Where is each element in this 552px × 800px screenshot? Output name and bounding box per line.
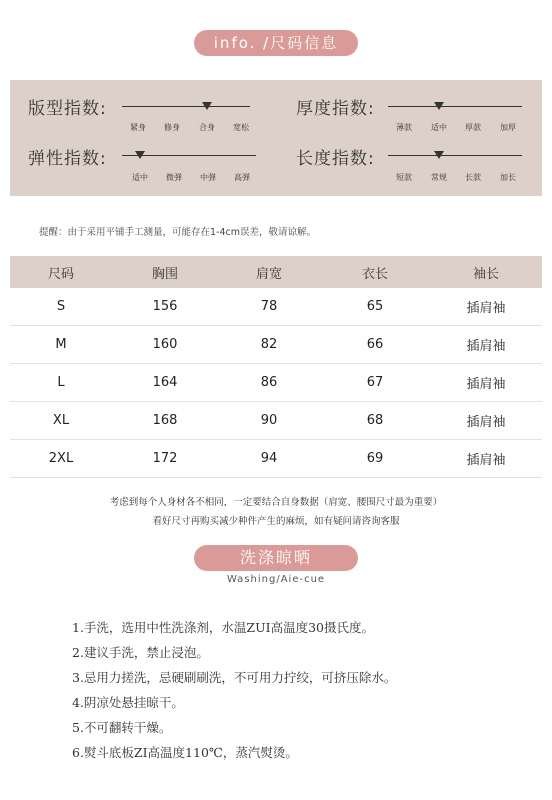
list-item: 5.不可翻转干燥。 bbox=[72, 720, 172, 735]
thickness-tick-2: 适中 bbox=[431, 123, 447, 132]
list-item: 4.阴凉处悬挂晾干。 bbox=[72, 695, 184, 710]
table-row bbox=[10, 364, 542, 402]
size-remark-line-1: 考虑到每个人身材各不相同，一定要结合自身数据（肩宽、腰围尺寸最为重要） bbox=[109, 497, 443, 508]
header-sleeve: 袖长 bbox=[472, 266, 499, 282]
length-tick-2: 常规 bbox=[431, 173, 447, 182]
length-index-track bbox=[388, 155, 522, 156]
elasticity-tick-3: 中弹 bbox=[200, 173, 216, 182]
list-item: 2.建议手洗，禁止浸泡。 bbox=[72, 645, 209, 660]
cell-chest: 168 bbox=[152, 413, 178, 428]
length-tick-1: 短款 bbox=[396, 173, 412, 182]
thickness-index-marker bbox=[434, 102, 444, 110]
header-length: 衣长 bbox=[361, 266, 388, 282]
list-item: 6.熨斗底板ZI高温度110℃，蒸汽熨烫。 bbox=[72, 745, 298, 760]
elasticity-tick-1: 适中 bbox=[132, 173, 148, 182]
thickness-tick-1: 薄款 bbox=[396, 123, 412, 132]
elasticity-index-label: 弹性指数: bbox=[28, 149, 107, 169]
fit-index-marker bbox=[202, 102, 212, 110]
table-row bbox=[10, 440, 542, 478]
length-index-label: 长度指数: bbox=[296, 149, 375, 169]
cell-chest: 164 bbox=[152, 375, 178, 390]
washing-instructions bbox=[72, 618, 396, 768]
thickness-index-track bbox=[388, 106, 522, 107]
cell-shoulder: 90 bbox=[260, 413, 278, 428]
length-tick-4: 加长 bbox=[500, 173, 516, 182]
measurement-note: 提醒：由于采用平铺手工测量，可能存在1-4cm误差，敬请谅解。 bbox=[39, 227, 316, 238]
elasticity-tick-2: 微弹 bbox=[166, 173, 182, 182]
fit-tick-3: 合身 bbox=[199, 123, 215, 132]
size-remark-line-2: 看好尺寸再购买减少种件产生的麻烦，如有疑问请咨询客服 bbox=[152, 516, 400, 527]
fit-index-panel bbox=[10, 80, 542, 196]
size-table-header bbox=[10, 256, 542, 288]
list-item: 3.忌用力搓洗，忌硬刷刷洗，不可用力拧绞，可挤压除水。 bbox=[72, 670, 397, 685]
elasticity-tick-4: 高弹 bbox=[234, 173, 250, 182]
fit-tick-1: 紧身 bbox=[130, 123, 146, 132]
length-index-marker bbox=[434, 151, 444, 159]
fit-tick-2: 修身 bbox=[164, 123, 180, 132]
table-row bbox=[10, 288, 542, 326]
cell-chest: 172 bbox=[152, 451, 178, 466]
cell-size: M bbox=[55, 337, 67, 352]
header-chest: 胸围 bbox=[151, 266, 178, 282]
cell-size: XL bbox=[52, 413, 70, 428]
cell-size: L bbox=[57, 375, 65, 390]
table-row bbox=[10, 402, 542, 440]
cell-sleeve: 插肩袖 bbox=[466, 415, 506, 430]
header-size: 尺码 bbox=[47, 266, 74, 282]
fit-index-track bbox=[122, 106, 250, 107]
cell-sleeve: 插肩袖 bbox=[466, 301, 506, 316]
cell-shoulder: 86 bbox=[260, 375, 278, 390]
thickness-index-label: 厚度指数: bbox=[296, 99, 375, 119]
elasticity-index-marker bbox=[135, 151, 145, 159]
cell-chest: 160 bbox=[152, 337, 178, 352]
table-row bbox=[10, 326, 542, 364]
size-info-title: info. /尺码信息 bbox=[194, 30, 358, 56]
cell-length: 65 bbox=[366, 299, 384, 314]
cell-length: 66 bbox=[366, 337, 384, 352]
fit-index-label: 版型指数: bbox=[28, 99, 107, 119]
cell-sleeve: 插肩袖 bbox=[466, 453, 506, 468]
header-shoulder: 肩宽 bbox=[255, 266, 282, 282]
cell-length: 68 bbox=[366, 413, 384, 428]
cell-sleeve: 插肩袖 bbox=[466, 339, 506, 354]
cell-shoulder: 94 bbox=[260, 451, 278, 466]
cell-length: 69 bbox=[366, 451, 384, 466]
cell-size: 2XL bbox=[48, 451, 74, 466]
washing-subtitle: Washing/Aie-cue bbox=[226, 574, 326, 585]
list-item: 1.手洗，选用中性洗涤剂，水温ZUI高温度30摄氏度。 bbox=[72, 620, 374, 635]
thickness-tick-4: 加厚 bbox=[500, 123, 516, 132]
size-table bbox=[10, 256, 542, 478]
cell-shoulder: 82 bbox=[260, 337, 278, 352]
thickness-tick-3: 厚款 bbox=[465, 123, 481, 132]
cell-shoulder: 78 bbox=[260, 299, 278, 314]
cell-length: 67 bbox=[366, 375, 384, 390]
cell-sleeve: 插肩袖 bbox=[466, 377, 506, 392]
washing-title: 洗涤晾晒 bbox=[194, 545, 358, 571]
cell-size: S bbox=[56, 299, 66, 314]
fit-tick-4: 宽松 bbox=[233, 123, 249, 132]
cell-chest: 156 bbox=[152, 299, 178, 314]
length-tick-3: 长款 bbox=[465, 173, 481, 182]
